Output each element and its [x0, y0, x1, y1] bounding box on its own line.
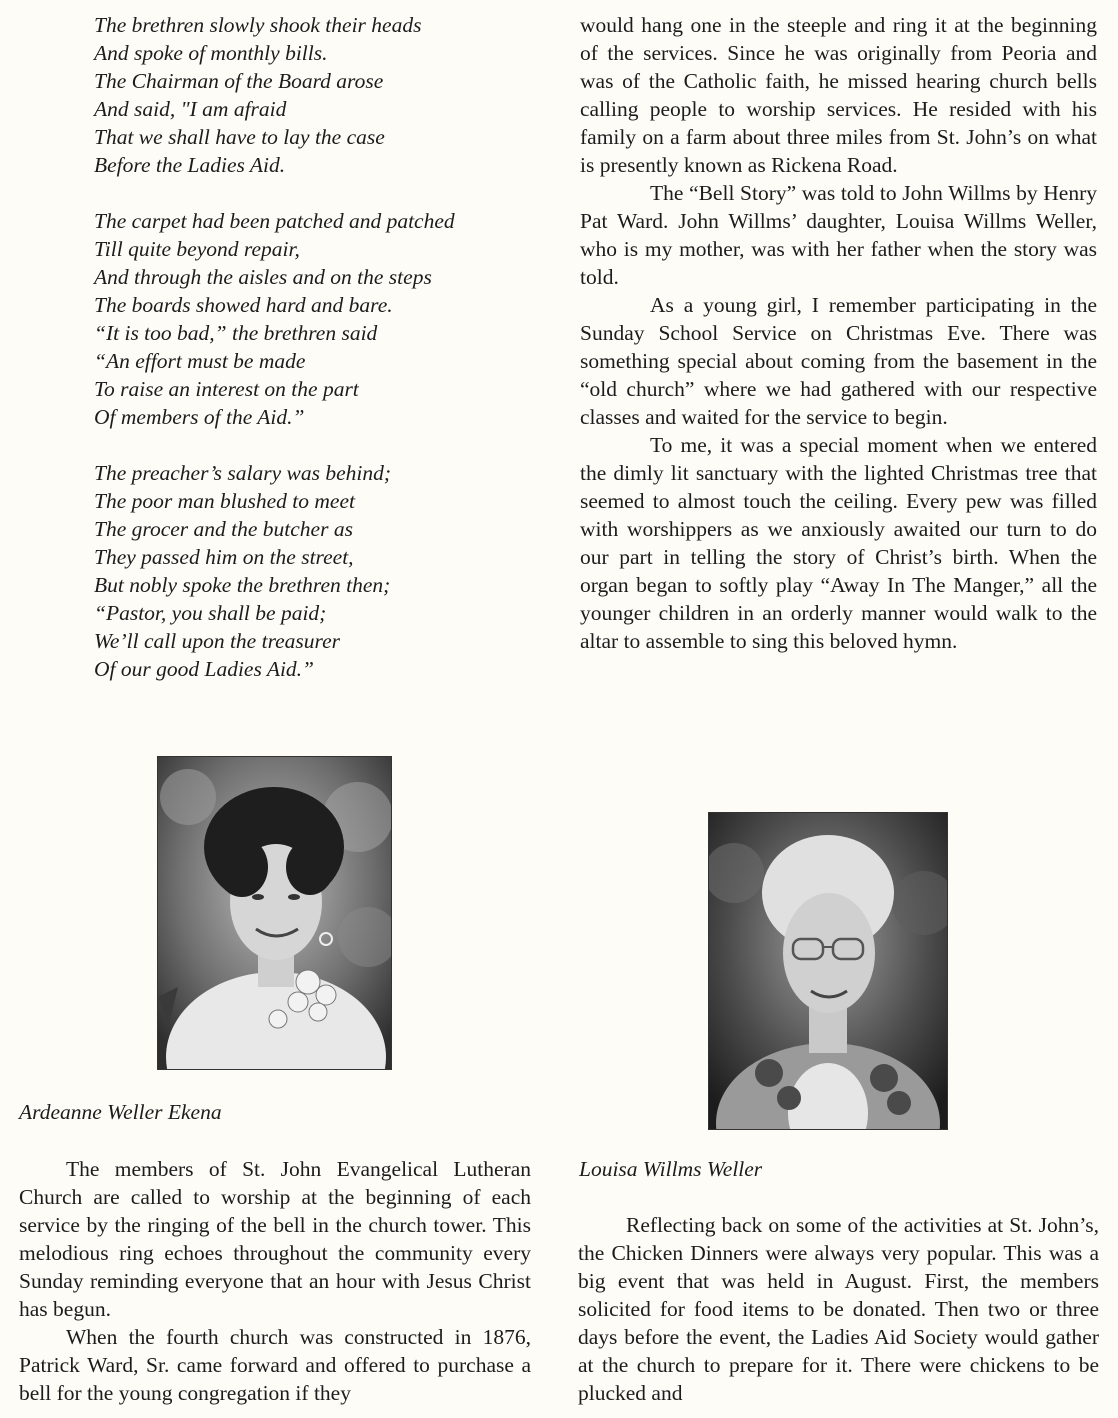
poem-line: And said, "I am afraid [94, 97, 287, 121]
poem-line: They passed him on the street, [94, 545, 354, 569]
paragraph: When the fourth church was constructed in 1876, Patrick Ward, Sr. came forward and offered to purchase a bell for the young congregation if they [19, 1325, 531, 1405]
portrait-photo-louisa [708, 812, 948, 1130]
poem-line: “Pastor, you shall be paid; [94, 601, 327, 625]
photo-caption-ardeanne: Ardeanne Weller Ekena [19, 1100, 222, 1124]
poem-line: The Chairman of the Board arose [94, 69, 384, 93]
right-column-bottom [578, 1211, 1099, 1407]
poem-line: Till quite beyond repair, [94, 237, 300, 261]
poem-line: Of our good Ladies Aid.” [94, 657, 315, 681]
poem-line: “It is too bad,” the brethren said [94, 321, 378, 345]
poem-line: That we shall have to lay the case [94, 125, 385, 149]
paragraph: Reflecting back on some of the activities at St. John’s, the Chicken Dinners were always very popular. This was a big event that was held in August. First, the members solicited for food items to be donated. Then two or three days before the event, the Ladies Aid Society would gather at the church to prepare for it. There were chickens to be plucked and [578, 1213, 1099, 1405]
poem-line: The grocer and the butcher as [94, 517, 353, 541]
portrait-photo-ardeanne [157, 756, 392, 1070]
paragraph: would hang one in the steeple and ring it at the beginning of the services. Since he was originally from Peoria and was of the Catholic faith, he missed hearing church bells calling people to worship services. He resided with his family on a farm about three miles from St. John’s on what is presently known as Rickena Road. [580, 13, 1097, 177]
left-column-bottom [19, 1155, 531, 1407]
poem-line: But nobly spoke the brethren then; [94, 573, 391, 597]
poem-stanza-3 [94, 459, 554, 683]
poem-line: The boards showed hard and bare. [94, 293, 393, 317]
paragraph: To me, it was a special moment when we entered the dimly lit sanctuary with the lighted Christmas tree that seemed to almost touch the ceiling. Every pew was filled with worshippers as we anxiously awaited our turn to do our part in telling the story of Christ’s birth. When the organ began to softly play “Away In The Manger,” all the younger children in an orderly manner would walk to the altar to assemble to sing this beloved hymn. [580, 433, 1097, 653]
poem-line: The brethren slowly shook their heads [94, 13, 422, 37]
photo-caption-louisa: Louisa Willms Weller [579, 1157, 763, 1181]
poem-stanza-2 [94, 207, 554, 431]
right-column-top [580, 11, 1097, 655]
poem-line: We’ll call upon the treasurer [94, 629, 341, 653]
poem-line: The carpet had been patched and patched [94, 209, 455, 233]
portrait-image [709, 813, 947, 1129]
paragraph: The “Bell Story” was told to John Willms by Henry Pat Ward. John Willms’ daughter, Louisa Willms Weller, who is my mother, was with her father when the story was told. [580, 181, 1097, 289]
portrait-image [158, 757, 391, 1069]
poem-line: And spoke of monthly bills. [94, 41, 328, 65]
poem-line: “An effort must be made [94, 349, 306, 373]
poem-stanza-1 [94, 11, 554, 179]
poem-line: Of members of the Aid.” [94, 405, 305, 429]
paragraph: As a young girl, I remember participating in the Sunday School Service on Christmas Eve. There was something special about coming from the basement in the “old church” where we had gathered with our respective classes and waited for the service to begin. [580, 293, 1097, 429]
poem-line: The poor man blushed to meet [94, 489, 355, 513]
poem-line: And through the aisles and on the steps [94, 265, 432, 289]
poem [94, 11, 554, 711]
poem-line: To raise an interest on the part [94, 377, 359, 401]
poem-line: Before the Ladies Aid. [94, 153, 286, 177]
paragraph: The members of St. John Evangelical Lutheran Church are called to worship at the beginning of each service by the ringing of the bell in the church tower. This melodious ring echoes throughout the community every Sunday reminding everyone that an hour with Jesus Christ has begun. [19, 1157, 531, 1321]
poem-line: The preacher’s salary was behind; [94, 461, 392, 485]
